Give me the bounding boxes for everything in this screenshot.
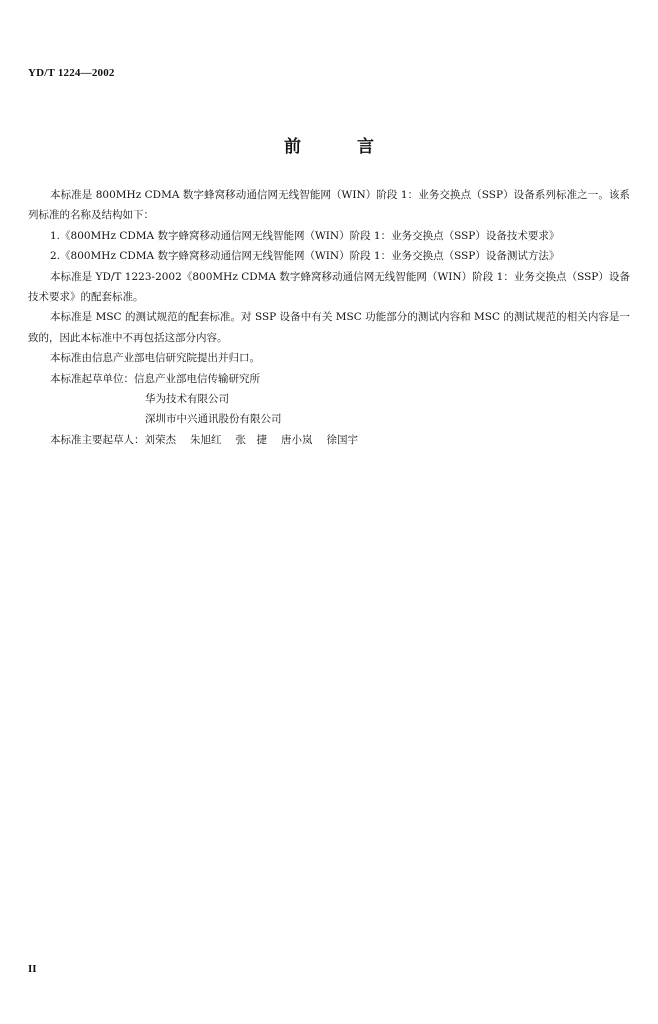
drafter-name: 张 捷 [235, 433, 267, 446]
paragraph-intro: 本标准是 800MHz CDMA 数字蜂窝移动通信网无线智能网（WIN）阶段 1：业务交换点（SSP）设备系列标准之一。该系列标准的名称及结构如下： [28, 189, 630, 222]
drafters-line [28, 430, 630, 450]
page-title [0, 132, 658, 157]
title-char-2: 言 [357, 137, 374, 157]
document-code: YD/T 1224—2002 [28, 67, 115, 79]
drafting-unit-zte: 深圳市中兴通讯股份有限公司 [145, 413, 282, 426]
paragraph-companion: 本标准是 YD/T 1223-2002《800MHz CDMA 数字蜂窝移动通信网无线智能网（WIN）阶段 1：业务交换点（SSP）设备技术要求》的配套标准。 [28, 270, 630, 304]
drafter-name: 徐国宇 [326, 433, 358, 446]
title-char-1: 前 [284, 137, 301, 157]
drafter-name: 朱旭红 [190, 433, 222, 446]
preface-body [28, 185, 630, 450]
list-item-2: 2.《800MHz CDMA 数字蜂窝移动通信网无线智能网（WIN）阶段 1：业务交换点（SSP）设备测试方法》 [50, 250, 560, 263]
paragraph-msc: 本标准是 MSC 的测试规范的配套标准。对 SSP 设备中有关 MSC 功能部分的测试内容和 MSC 的测试规范的相关内容是一致的，因此本标准中不再包括这部分内容。 [28, 311, 630, 344]
page-number: II [28, 963, 37, 975]
drafting-unit-huawei: 华为技术有限公司 [145, 393, 229, 406]
drafters-label: 本标准主要起草人：刘荣杰 [50, 433, 176, 446]
drafter-name: 唐小岚 [281, 433, 313, 446]
list-item-1: 1.《800MHz CDMA 数字蜂窝移动通信网无线智能网（WIN）阶段 1：业务交换点（SSP）设备技术要求》 [50, 229, 560, 242]
paragraph-proposer: 本标准由信息产业部电信研究院提出并归口。 [50, 352, 260, 365]
drafting-units-line: 本标准起草单位：信息产业部电信传输研究所 [50, 372, 260, 385]
